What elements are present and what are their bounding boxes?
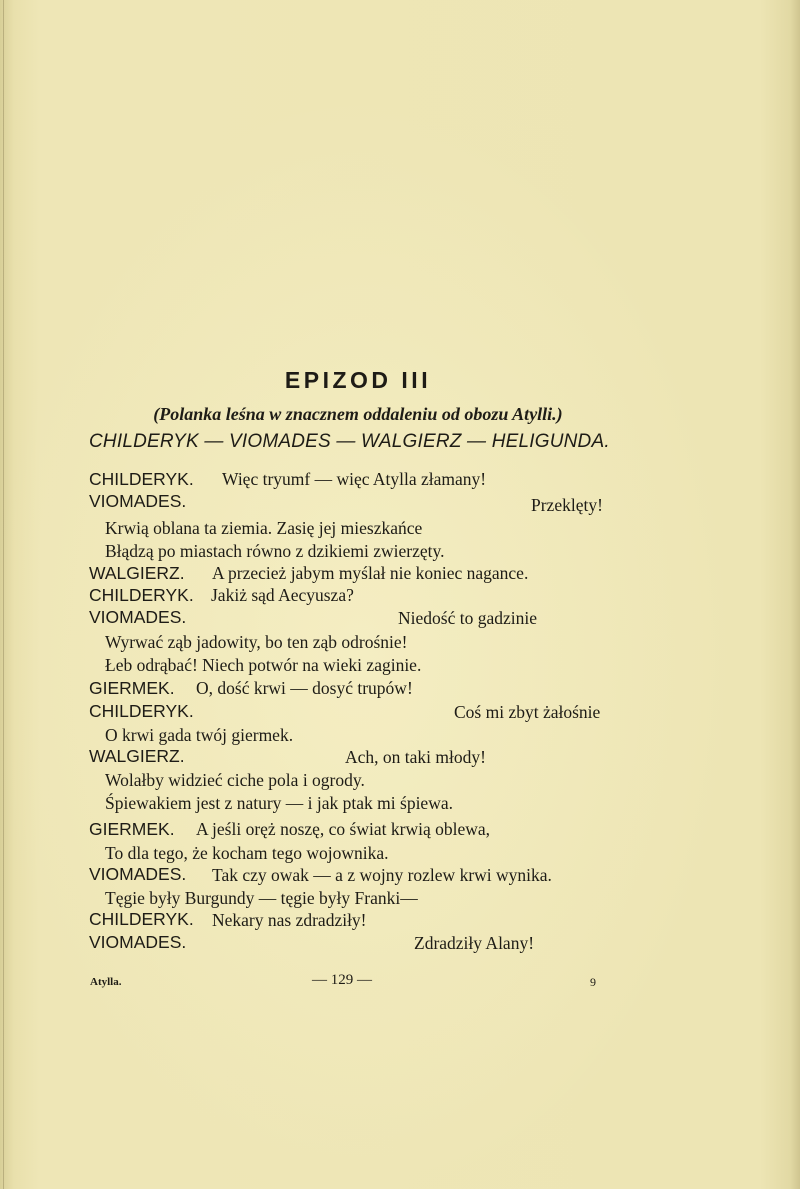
verse-line: Niedość to gadzinie bbox=[398, 608, 537, 628]
speaker-label: CHILDERYK. bbox=[89, 701, 194, 721]
verse-line: O, dość krwi — dosyć trupów! bbox=[196, 678, 413, 698]
speaker-label: GIERMEK. bbox=[89, 678, 175, 698]
verse-line: Tak czy owak — a z wojny rozlew krwi wynika. bbox=[212, 865, 552, 885]
verse-line: Przeklęty! bbox=[531, 495, 603, 515]
verse-line: Wyrwać ząb jadowity, bo ten ząb odrośnie! bbox=[105, 632, 408, 652]
speaker-label: CHILDERYK. bbox=[89, 585, 194, 605]
speaker-label: VIOMADES. bbox=[89, 864, 187, 884]
footer-book-title: Atylla. bbox=[90, 976, 122, 988]
speaker-label: WALGIERZ. bbox=[89, 746, 185, 766]
verse-line: O krwi gada twój giermek. bbox=[105, 725, 294, 745]
episode-title: EPIZOD III bbox=[284, 367, 432, 393]
speaker-label: CHILDERYK. bbox=[89, 469, 194, 489]
verse-line: Krwią oblana ta ziemia. Zasię jej mieszkańce bbox=[105, 518, 423, 538]
speaker-label: CHILDERYK. bbox=[89, 909, 194, 929]
verse-line: Śpiewakiem jest z natury — i jak ptak mi śpiewa. bbox=[105, 793, 453, 813]
verse-line: Jakiż sąd Aecyusza? bbox=[211, 585, 354, 605]
speaker-label: VIOMADES. bbox=[89, 932, 187, 952]
verse-line: Coś mi zbyt żałośnie bbox=[454, 702, 601, 722]
speaker-label: WALGIERZ. bbox=[89, 563, 185, 583]
verse-line: Łeb odrąbać! Niech potwór na wieki zaginie. bbox=[105, 655, 422, 675]
printer-signature: 9 bbox=[590, 975, 596, 989]
verse-line: A przecież jabym myślał nie koniec nagance. bbox=[212, 563, 529, 583]
verse-line: Więc tryumf — więc Atylla złamany! bbox=[222, 469, 487, 489]
verse-line: Tęgie były Burgundy — tęgie były Franki— bbox=[105, 888, 418, 908]
verse-line: Ach, on taki młody! bbox=[345, 747, 486, 767]
page-edge bbox=[3, 0, 4, 1189]
stage-direction: (Polanka leśna w znacznem oddaleniu od obozu Atylli.) bbox=[153, 404, 563, 424]
speaker-label: VIOMADES. bbox=[89, 607, 187, 627]
dramatis-personae: CHILDERYK — VIOMADES — WALGIERZ — HELIGUNDA. bbox=[89, 431, 610, 452]
verse-line: Zdradziły Alany! bbox=[414, 933, 535, 953]
verse-line: To dla tego, że kocham tego wojownika. bbox=[105, 843, 389, 863]
verse-line: Wolałby widzieć ciche pola i ogrody. bbox=[105, 770, 365, 790]
page-number: — 129 — bbox=[312, 972, 372, 988]
verse-line: Błądzą po miastach równo z dzikiemi zwierzęty. bbox=[105, 541, 445, 561]
speaker-label: GIERMEK. bbox=[89, 819, 175, 839]
speaker-label: VIOMADES. bbox=[89, 491, 187, 511]
verse-line: A jeśli oręż noszę, co świat krwią oblewa, bbox=[196, 819, 491, 839]
verse-line: Nekary nas zdradziły! bbox=[212, 910, 367, 930]
